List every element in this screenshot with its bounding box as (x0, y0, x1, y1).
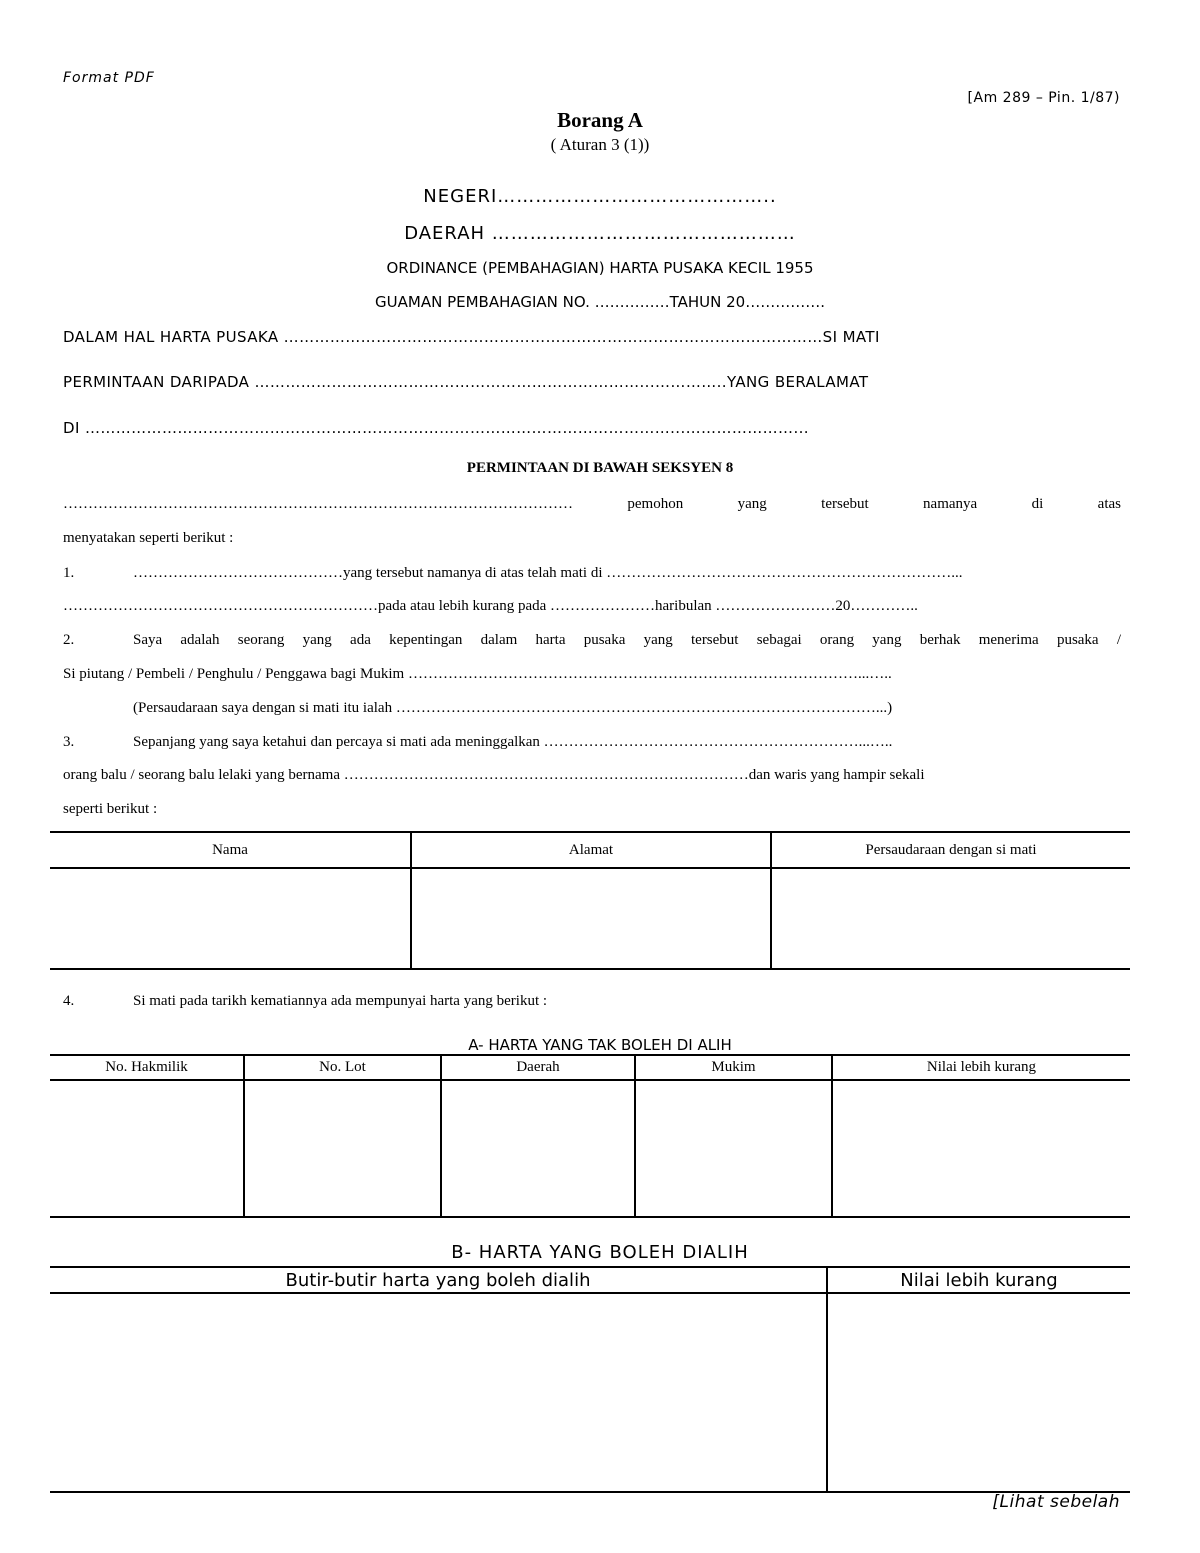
form-title: Borang A (557, 108, 643, 132)
header-nilai: Nilai lebih kurang (827, 1267, 1130, 1293)
harta-pusaka-field: DALAM HAL HARTA PUSAKA ……………………………………………………………………………………………SI MATI (63, 328, 880, 346)
form-subtitle: ( Aturan 3 (1)) (550, 135, 650, 154)
table-header-row (50, 1267, 1130, 1293)
cell-butir-harta[interactable] (50, 1293, 827, 1492)
di-field: DI ……………………………………………………………………………………………………...…………………... (63, 419, 809, 437)
guaman-field: GUAMAN PEMBAHAGIAN NO. ……………TAHUN 20……………. (375, 293, 825, 311)
cell-alamat[interactable] (411, 868, 771, 969)
header-daerah: Daerah (441, 1055, 635, 1080)
cell-daerah[interactable] (441, 1080, 635, 1217)
item-1-line-b: ………………………………………………………pada atau lebih kurang pada …………………haribulan ……………………20………….. (63, 598, 918, 614)
section-b-title: B- HARTA YANG BOLEH DIALIH (451, 1242, 749, 1263)
item-2-line-a: Saya adalah seorang yang ada kepentingan dalam harta pusaka yang tersebut sebagai orang yang berhak menerima pusaka / (133, 632, 1121, 648)
section-heading: PERMINTAAN DI BAWAH SEKSYEN 8 (466, 460, 734, 476)
header-mukim: Mukim (635, 1055, 832, 1080)
header-alamat: Alamat (411, 832, 771, 868)
header-persaudaraan: Persaudaraan dengan si mati (771, 832, 1130, 868)
header-butir-harta: Butir-butir harta yang boleh dialih (50, 1267, 827, 1293)
harta-boleh-alih-table (50, 1266, 1130, 1493)
header-nama: Nama (50, 832, 411, 868)
item-4-number: 4. (63, 993, 75, 1009)
header-nilai: Nilai lebih kurang (832, 1055, 1130, 1080)
intro-line-1: ………………………………………………………………………………………… pemohon yang tersebut namanya di atas (63, 496, 1121, 512)
cell-mukim[interactable] (635, 1080, 832, 1217)
cell-no-hakmilik[interactable] (50, 1080, 244, 1217)
format-label: Format PDF (63, 70, 155, 86)
cell-nilai[interactable] (832, 1080, 1130, 1217)
item-2-line-c: (Persaudaraan saya dengan si mati itu ialah ……………………………………………………………………………………...) (133, 700, 893, 716)
permintaan-field: PERMINTAAN DARIPADA …………………………………………………………………...…………..YANG BERALAMAT (63, 373, 869, 391)
table-row (50, 1080, 1130, 1217)
header-no-lot: No. Lot (244, 1055, 441, 1080)
header-no-hakmilik: No. Hakmilik (50, 1055, 244, 1080)
intro-line-2: menyatakan seperti berikut : (63, 530, 234, 546)
form-reference: [Am 289 – Pin. 1/87) (967, 90, 1120, 106)
table-header-row (50, 832, 1130, 868)
item-3-line-b: orang balu / seorang balu lelaki yang bernama ………………………………………………………………………dan waris yang hampir sekali (63, 767, 925, 783)
waris-table (50, 831, 1130, 970)
table-row (50, 868, 1130, 969)
item-2-number: 2. (63, 632, 75, 648)
item-4-line-a: Si mati pada tarikh kematiannya ada mempunyai harta yang berikut : (133, 993, 548, 1009)
cell-persaudaraan[interactable] (771, 868, 1130, 969)
item-2-line-b: Si piutang / Pembeli / Penghulu / Penggawa bagi Mukim ………………………………………………………………………………...….. (63, 666, 892, 682)
cell-nilai[interactable] (827, 1293, 1130, 1492)
section-a-title: A- HARTA YANG TAK BOLEH DI ALIH (468, 1036, 732, 1054)
item-1-line-a: ……………………………………yang tersebut namanya di atas telah mati di ……………………………………………………………... (133, 565, 963, 581)
item-3-number: 3. (63, 734, 75, 750)
see-overleaf-note: [Lihat sebelah (992, 1492, 1120, 1512)
table-header-row (50, 1055, 1130, 1080)
cell-nama[interactable] (50, 868, 411, 969)
harta-tak-alih-table (50, 1054, 1130, 1218)
table-row (50, 1293, 1130, 1492)
negeri-field: NEGERI…………………………………….. (423, 186, 777, 207)
item-3-line-c: seperti berikut : (63, 801, 158, 817)
item-3-line-a: Sepanjang yang saya ketahui dan percaya si mati ada meninggalkan ………………………………………………………...….. (133, 734, 893, 750)
ordinance-title: ORDINANCE (PEMBAHAGIAN) HARTA PUSAKA KECIL 1955 (386, 259, 814, 277)
item-1-number: 1. (63, 565, 75, 581)
daerah-field: DAERAH ………………………………………… (404, 223, 796, 244)
cell-no-lot[interactable] (244, 1080, 441, 1217)
